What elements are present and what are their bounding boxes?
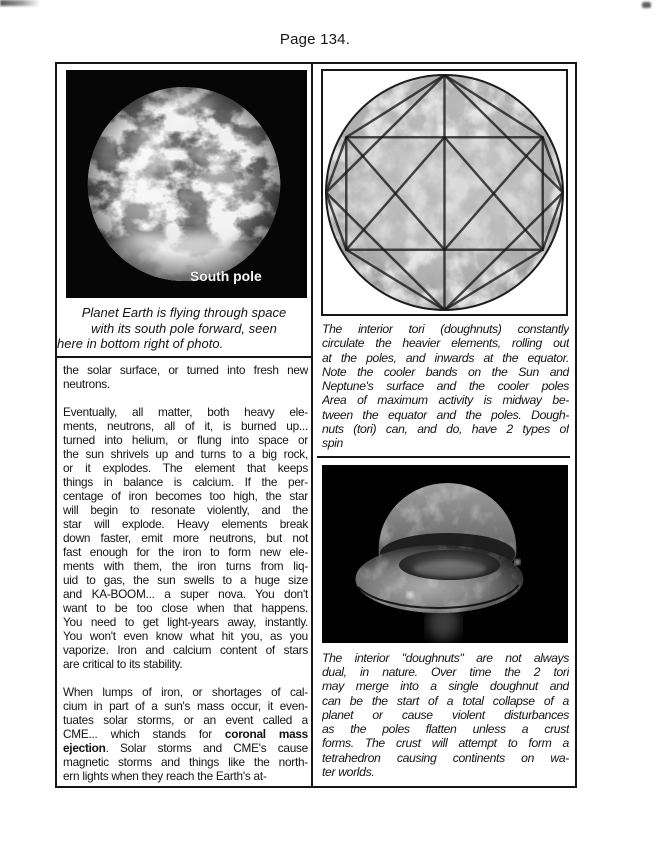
tetra-sphere-figure	[321, 69, 568, 316]
torus-sphere-caption: The interior "doughnuts" are not always dual, in nature. Over time the 2 tori may merge into a single doughnut and can be the start of a total collapse of a planet or cause violent disturbances as the poles flatten unless a crust forms. The crust will attempt to form a tetrahedron causing continents on wa- ter worlds.	[322, 650, 569, 780]
body-text	[57, 358, 311, 783]
scan-smudge-top-right	[642, 2, 651, 8]
scan-smudge-top-left	[0, 0, 40, 6]
page-frame	[55, 62, 577, 788]
torus-sphere-image	[322, 465, 568, 643]
south-pole-label: South pole	[189, 267, 262, 285]
torus-sphere-figure	[322, 465, 568, 643]
earth-photo-caption: Planet Earth is flying through space with its south pole forward, seen here in bottom right of photo.	[57, 305, 287, 351]
earth-photo	[66, 70, 307, 298]
right-column	[313, 64, 575, 786]
tetra-sphere-caption: The interior tori (doughnuts) constantly circulate the heavier elements, rolling out at the poles, and inwards at the equator. Note the cooler bands on the Sun and Neptune's surface and the cooler poles Area of maximum activity is midway be- tween the equator and the poles. Dough- nuts (tori) can, and do, have 2 types of spin	[322, 322, 569, 451]
paragraph-1: the solar surface, or turned into fresh new neutrons.	[63, 362, 308, 391]
page-number-header: Page 134.	[279, 31, 351, 48]
caption-divider-right	[317, 456, 570, 458]
paragraph-2: Eventually, all matter, both heavy ele- ments, neutrons, all of it, is burned up... turned into helium, or flung into space or the sun shrivels up and turns to a big rock, or it explodes. The element that keeps things in balance is calcium. If the per- centage of iron becomes too high, the star will begin to resonate violently, and the star will explode. Heavy elements break down faster, emit more neutrons, but not fast enough for the iron to form new ele- ments with them, the iron turns from liq- uid to gas, the sun swells to a huge size and KA-BOOM... a super nova. You don't want to be too close when that happens. You need to get light-years away, instantly. You won't even know what hit you, as you vaporize. Iron and calcium content of stars are critical to its stability.	[63, 404, 308, 671]
tetra-sphere-image	[323, 71, 566, 314]
earth-photo-image	[66, 70, 307, 298]
left-column	[57, 64, 313, 786]
paragraph-3: When lumps of iron, or shortages of cal- cium in part of a sun's mass occur, it even- tuates solar storms, or an event called a CME... which stands for coronal mass ejection. Solar storms and CME's cause magnetic storms and things like the north- ern lights when they reach the Earth's at-	[63, 684, 308, 783]
